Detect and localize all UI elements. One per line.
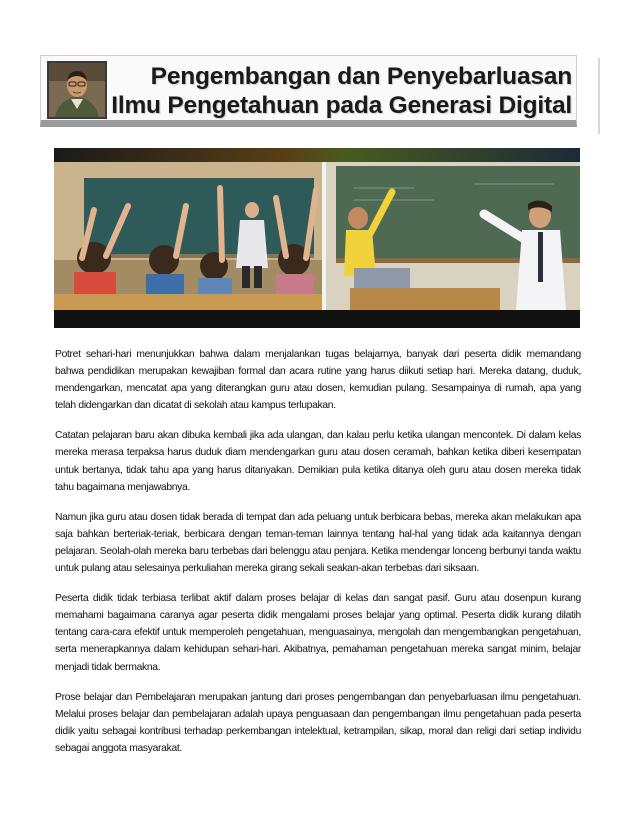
paragraph: Peserta didik tidak terbiasa terlibat aktif dalam proses belajar di kelas dan sangat pasif. Guru atau dosenpun kurang memahami bagaimana caranya agar peserta didik mengalami proses belajar yang optimal. Peserta didik kurang dilatih tentang cara-cara efektif untuk memperoleh pengetahuan, menguasainya, mengolah dan mengembangkan pengetahuan, serta menerapkannya dalam kehidupan sehari-hari. Akibatnya, pemahaman pengetahuan mereka sangat minim, belajar menjadi tidak bermakna. <box>55 593 581 673</box>
paragraph: Potret sehari-hari menunjukkan bahwa dalam menjalankan tugas belajarnya, banyak dari peserta didik memandang bahwa pendidikan merupakan kewajiban formal dan acara rutine yang harus diikuti setiap hari. Mereka datang, duduk, mendengarkan, mencatat apa yang diterangkan guru atau dosen, kemudian pulang. Sesampainya di rumah, apa yang telah didengarkan dan dicatat di sekolah atau kampus terlupakan. <box>55 349 581 412</box>
header-divider <box>598 58 600 134</box>
paragraph: Namun jika guru atau dosen tidak berada di tempat dan ada peluang untuk berbicara bebas, mereka akan melakukan apa saja bahkan berteriak-teriak, berbicara dengan teman-teman lainnya tentang hal-hal yang tidak ada kaitannya dengan pelajaran. Seolah-olah mereka baru terbebas dari belenggu atau penjara. Ketika mendengar lonceng berbunyi tanda waktu untuk pulang atau selesainya perkuliahan mereka girang sekali seakan-akan terbebas dari siksaan. <box>55 511 581 575</box>
author-avatar <box>47 61 107 119</box>
paragraph: Prose belajar dan Pembelajaran merupakan jantung dari proses pengembangan dan penyebarluasan ilmu pengetahuan. Melalui proses belajar dan pembelajaran adalah upaya penguasaan dan pengembangan ilmu pengetahuan pada peserta didik yaitu sebagai kontribusi terhadap perkembangan intelektual, ketrampilan, sikap, moral dan religi dari setiap individu sebagai anggota masyarakat. <box>55 691 581 754</box>
article-body <box>55 346 581 770</box>
classroom-photo <box>54 148 580 328</box>
page-title-line-1: Pengembangan dan Penyebarluasan <box>150 63 572 90</box>
paragraph: Catatan pelajaran baru akan dibuka kembali jika ada ulangan, dan kalau perlu ketika ulangan mencontek. Di dalam kelas mereka merasa terpaksa harus duduk diam mendengarkan guru atau dosen ceramah, bahkan ketika diberi kesempatan untuk bertanya, tidak tahu apa yang harus ditanyakan. Demikian pula ketika ditanya oleh guru atau dosen mereka tidak tahu bagaimana menjawabnya. <box>55 430 581 493</box>
page-title-line-2: Ilmu Pengetahuan pada Generasi Digital <box>111 92 572 119</box>
